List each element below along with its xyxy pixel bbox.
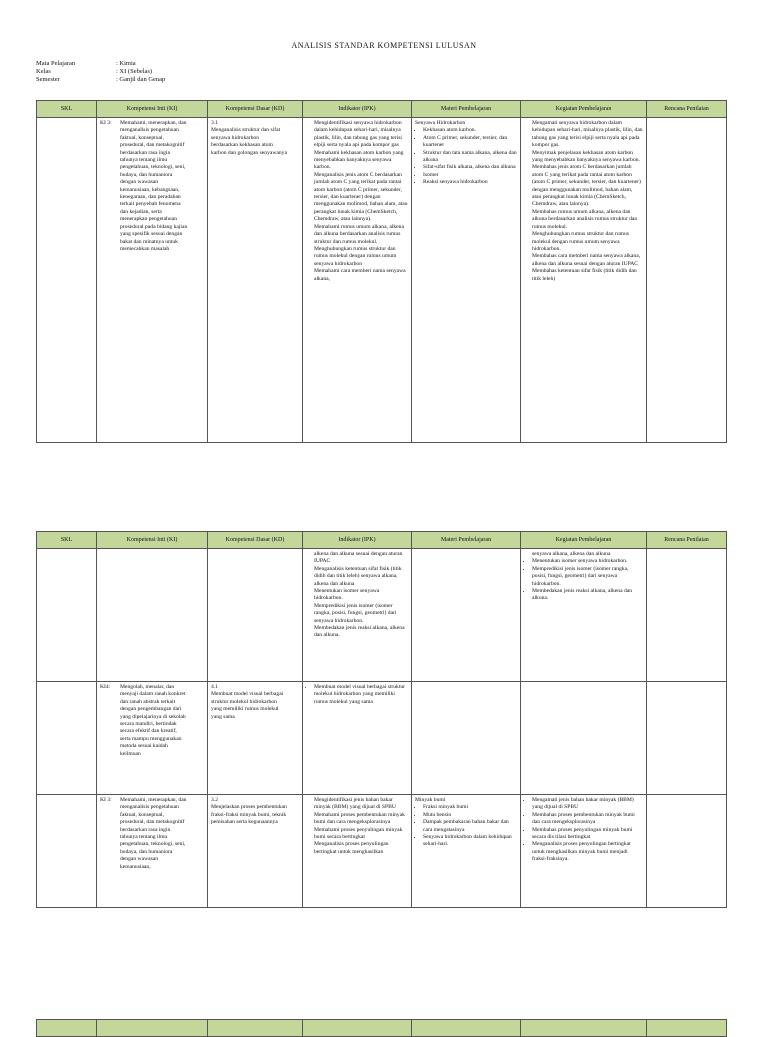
header-ipk: Indikator (IPK) [303, 101, 412, 118]
meta-label: Semester [36, 76, 60, 83]
header-kd [208, 1020, 303, 1037]
list-item: • Menyimak penjelasan kekhasan atom karbon yang menyebabkan banyaknya senyawa karbon. [532, 150, 643, 165]
header-ki: Kompetensi Inti (KI) [97, 532, 208, 549]
meta-label: Mata Pelajaran [36, 60, 76, 67]
kd-text: Membuat model visual berbagai struktur molekul hidrokarbon yang memiliki rumus molekul yang sama [211, 691, 284, 720]
meta-block [36, 60, 165, 84]
list-item: • Mempredikisi jenis isomer (isomer rangka, posisi, fungsi, geometri) dari senyawa hidrokarbon. [314, 603, 408, 625]
list-item: • Mengamati senyawa hidrokarbon dalam kehidupan sehari-hari, misalnya plastik, lilin, dan tabung gas yang terisi elpiji serta nyala api pada kompor gas. [532, 120, 643, 150]
ipk-cell [303, 549, 412, 682]
meta-value: : XI (Sebelas) [116, 68, 153, 75]
kd-cell [208, 682, 303, 795]
list-item: • Kekhasan atom karbon. [423, 127, 517, 134]
ki-text: Mengolah, menalar, dan menyaji dalam ranah konkret dan ranah abstrak terkait dengan pengembangan dari yang dipelajarinya di sekolah secara mandiri, bertindak secara efektif dan kreatif, serta mampu menggunakan metoda sesuai kaidah keilmuan [120, 684, 186, 757]
kd-text: Menjelaskan proses pembentukan fraksi-fraksi minyak bumi, teknik pemisahan serta kegunaannya [211, 804, 287, 826]
ki-text: Memahami, menerapkan, dan menganalisis pengetahuan faktual, konseptual, prosedural, dan metakognitif berdasarkan rasa ingin tahunya tentang ilmu pengetahuan, teknologi, seni, budaya, dan humaniora dengan wawasan kemanusiaan, [120, 797, 187, 870]
ipk-list [306, 797, 408, 856]
ipk-cell [303, 795, 412, 908]
list-item: • Memahami cara memberi nama senyawa alkana, [314, 268, 408, 283]
header-kegiatan: Kegiatan Pembelajaran [521, 101, 647, 118]
header-penilaian [647, 1020, 727, 1037]
table-row [37, 118, 727, 443]
materi-list [415, 127, 517, 186]
table-row [37, 795, 727, 908]
materi-list [415, 804, 517, 848]
kegiatan-cell [521, 549, 647, 682]
table-row [37, 549, 727, 682]
penilaian-cell [647, 118, 727, 443]
penilaian-cell [647, 795, 727, 908]
kegiatan-list [524, 558, 643, 602]
ki-code: KI4: [100, 684, 111, 690]
kegiatan-list [524, 797, 643, 864]
header-skl [37, 1020, 97, 1037]
header-ki [97, 1020, 208, 1037]
kd-cell [208, 118, 303, 443]
list-item: • Menganalisis proses penyulingan bertingkat untuk menghasilkan [314, 841, 408, 856]
ki-cell [97, 795, 208, 908]
skl-table-page-2 [36, 531, 727, 908]
materi-cell [412, 795, 521, 908]
header-skl: SKL [37, 532, 97, 549]
ipk-list [306, 120, 408, 283]
list-item: • Atom C primer, sekunder, tersier, dan kuartener [423, 135, 517, 150]
meta-value: : Kimia [116, 60, 136, 67]
penilaian-cell [647, 549, 727, 682]
table-row [37, 682, 727, 795]
list-item: • Memahami kekhasan atom karbon yang menyebabkan banyaknya senyawa karbon. [314, 150, 408, 172]
header-penilaian: Rencana Penilaian [647, 101, 727, 118]
skl-table-page-1 [36, 100, 727, 443]
list-item: • Sifat-sifat fisik alkana, alkena dan alkuna [423, 164, 517, 171]
skl-cell [37, 118, 97, 443]
header-kd: Kompetensi Dasar (KD) [208, 532, 303, 549]
skl-cell [37, 795, 97, 908]
ipk-list [306, 684, 408, 706]
list-item: • Membahas ketentuan sifat fisik (titik didih dan titik leleh) [532, 268, 643, 283]
ki-code: KI 3: [100, 120, 112, 126]
skl-table-page-3 [36, 1019, 727, 1037]
table-header-row [37, 1020, 727, 1037]
header-ipk: Indikator (IPK) [303, 532, 412, 549]
meta-label: Kelas [36, 68, 51, 75]
list-item: • Membahas rumus umum alkana, alkena dan alkuna berdasarkan analisis rumus struktur dan rumus molekul. [532, 209, 643, 231]
list-item: • Senyawa hidrokarbon dalam kehidupan sehari-hari. [423, 834, 517, 849]
meta-row [36, 60, 165, 68]
header-kegiatan [521, 1020, 647, 1037]
header-ipk [303, 1020, 412, 1037]
skl-cell [37, 549, 97, 682]
list-item: • Memahami proses pembentukan minyak bumi dan cara mengeksplorasinya [314, 812, 408, 827]
header-materi: Materi Pembelajaran [412, 101, 521, 118]
kd-cell [208, 795, 303, 908]
ipk-list [306, 566, 408, 640]
list-item: • Menentukan isomer senyawa hidrokarbon. [532, 558, 643, 565]
list-item: • Mengidentifikasi jenis bahan bakar minyak (BBM) yang dijual di SPBU [314, 797, 408, 812]
list-item: • Memahami rumus umum alkana, alkena dan alkuna berdasarkan analisis rumus struktur dan rumus molekul. [314, 224, 408, 246]
ipk-continued: alkena dan alkuna sesuai dengan aturan IUPAC [314, 551, 403, 565]
kegiatan-list [524, 120, 643, 283]
list-item: • Membahas proses pembentukan minyak bumi dan cara mengeksplorasinya [532, 812, 643, 827]
kd-code: 3.2 [211, 797, 218, 803]
ipk-cell [303, 118, 412, 443]
list-item: • Menghubungkan rumus struktur dan rumus molekul dengan rumus umum senyawa hidrokarbon [314, 246, 408, 268]
kegiatan-continued: senyawa alkana, alkena dan alkuna [532, 551, 611, 557]
list-item: • Menganalisis proses penyulingan bertingkat untuk menghasilkan minyak bumi menjadi fraksi-fraksinya. [532, 841, 643, 863]
header-kegiatan: Kegiatan Pembelajaran [521, 532, 647, 549]
list-item: • Membedakan jenis reaksi alkana, alkena dan alkuna. [314, 625, 408, 640]
header-materi [412, 1020, 521, 1037]
ki-cell [97, 549, 208, 682]
list-item: • Menganalisis jenis atom C berdasarkan jumlah atom C yang terikat pada rantai atom karbon (atom C primer, sekunder, tersier, dan kuartener) dengan menggunakan molimod, bahan alam, atau perangkat lunak kimia (ChemSketch, Chemdraw, atau lainnya). [314, 172, 408, 224]
list-item: • Menentukan isomer senyawa hidrokarbon. [314, 588, 408, 603]
meta-value: : Ganjil dan Genap [116, 76, 166, 83]
list-item: • Mutu bensin [423, 812, 517, 819]
list-item: • Struktur dan tata nama alkana, alkena dan alkuna [423, 150, 517, 165]
list-item: • Membedakan jenis reaksi alkana, alkena dan alkuna. [532, 588, 643, 603]
list-item: • Fraksi minyak bumi [423, 804, 517, 811]
list-item: • Memahami proses penyulingan minyak bumi secara bertingkat [314, 827, 408, 842]
table-header-row [37, 101, 727, 118]
skl-cell [37, 682, 97, 795]
materi-cell [412, 118, 521, 443]
list-item: • Menghubungkan rumus struktur dan rumus molekul dengan rumus umum senyawa hidrokarbon. [532, 231, 643, 253]
ki-cell [97, 682, 208, 795]
header-skl: SKL [37, 101, 97, 118]
list-item: • Mempredikisi jenis isomer (isomer rangka, posisi, fungsi, geometri) dari senyawa hidrokarbon. [532, 566, 643, 588]
list-item: • Menganalisis ketentuan sifat fisik (titik didih dan titik leleh) senyawa alkana, alkena dan alkuna [314, 566, 408, 588]
kegiatan-cell [521, 118, 647, 443]
materi-title: Senyawa Hidrokarbon [415, 120, 466, 126]
list-item: • Isomer [423, 172, 517, 179]
list-item: • Dampak pembakaran bahan bakar dan cara mengatasinya [423, 819, 517, 834]
kd-cell [208, 549, 303, 682]
list-item: • Reaksi senyawa hidrokarbon [423, 179, 517, 186]
header-kd: Kompetensi Dasar (KD) [208, 101, 303, 118]
list-item: • Mengidentifikasi senyawa hidrokarbon dalam kehidupan sehari-hari, misalnya plastik, lilin, dan tabung gas yang terisi elpiji serta nyala api pada kompor gas [314, 120, 408, 150]
ki-cell [97, 118, 208, 443]
list-item: • Membahas jenis atom C berdasarkan jumlah atom C yang terikat pada rantai atom karbon (atom C primer, sekunder, tersier, dan kuartener) dengan menggunakan molimod, bahan alam, atau perangkat lunak kimia (ChemSketch, Chemdraw, atau lainnya). [532, 164, 643, 208]
header-ki: Kompetensi Inti (KI) [97, 101, 208, 118]
materi-cell [412, 549, 521, 682]
table-header-row [37, 532, 727, 549]
kd-text: Menganalisis struktur dan sifat senyawa hidrokarbon berdasarkan kekhasan atom karbon dan golongan senyawanya [211, 127, 287, 156]
list-item: • Membahas cara memberi nama senyawa alkana, alkena dan alkuna sesuai dengan aturan IUPAC [532, 253, 643, 268]
list-item: • Mengamati jenis bahan bakar minyak (BBM) yang dijual di SPBU [532, 797, 643, 812]
kegiatan-cell [521, 795, 647, 908]
list-item: • Membahas proses penyulingan minyak bumi secara dis tilasi bertingkat [532, 827, 643, 842]
kd-code: 3.1 [211, 120, 218, 126]
materi-title: Minyak bumi [415, 797, 446, 803]
meta-row [36, 76, 165, 84]
materi-cell [412, 682, 521, 795]
kd-code: 4.1 [211, 684, 218, 690]
ki-code: KI 3: [100, 797, 112, 803]
header-materi: Materi Pembelajaran [412, 532, 521, 549]
list-item: • Membuat model visual berbagai struktur molekul hidrokarbon yang memiliki rumus molekul yang sama [314, 684, 408, 706]
ipk-cell [303, 682, 412, 795]
kegiatan-cell [521, 682, 647, 795]
ki-text: Memahami, menerapkan, dan menganalisis pengetahuan faktual, konseptual, prosedural, dan metakognitif berdasarkan rasa ingin tahunya tentang ilmu pengetahuan, teknologi, seni, budaya, dan humaniora dengan wawasan kemanusiaan, kebangsaan, kenegaraan, dan peradaban terkait penyebab fenomena dan kejadian, serta menerapkan pengetahuan prosedural pada bidang kajian yang spesifik sesuai dengan bakat dan minatnya untuk memecahkan masalah [120, 120, 188, 252]
meta-row [36, 68, 165, 76]
document-title: ANALISIS STANDAR KOMPETENSI LULUSAN [291, 41, 477, 50]
header-penilaian: Rencana Penilaian [647, 532, 727, 549]
penilaian-cell [647, 682, 727, 795]
